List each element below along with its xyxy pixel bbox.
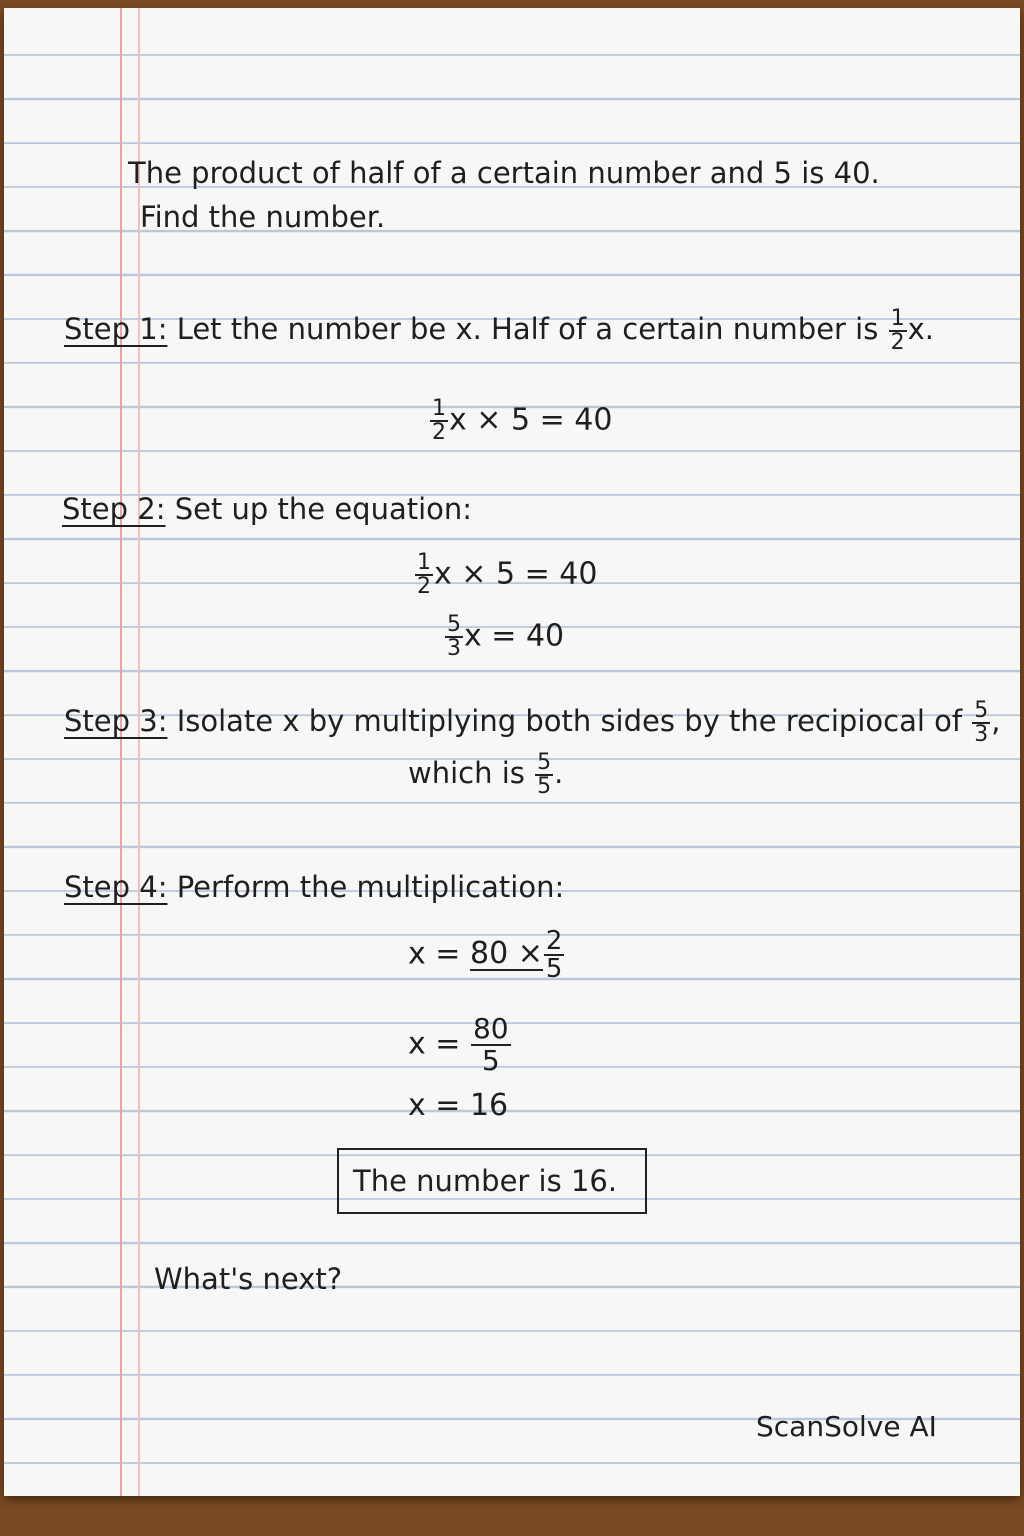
step-1 [64,308,934,354]
step-3-which-is: which is [408,756,525,790]
problem-line-2: Find the number. [140,200,386,234]
step-1-label: Step 1: [64,312,168,346]
step-1-tail: x. [907,312,934,346]
step-4-equation-2 [408,1014,512,1076]
problem-line-1: The product of half of a certain number and 5 is 40. [128,156,880,190]
step-1-equation [429,398,612,444]
step-4-label: Step 4: [64,870,168,904]
step-2-text: Set up the equation: [174,492,473,526]
fraction-denominator: 3 [447,636,461,661]
step-4 [64,870,564,904]
fraction-numerator: 1 [417,550,431,575]
step-2-equation-2 [444,614,564,660]
fraction-denominator: 5 [545,954,563,984]
step-1-text: Let the number be x. Half of a certain number is [176,312,879,346]
fraction-numerator: 2 [545,926,563,956]
equation-rest: x × 5 = 40 [434,556,598,592]
margin-line [120,8,122,1496]
fraction-denominator: 2 [432,420,446,445]
step-3-fraction [972,700,990,746]
equation-fraction [430,398,448,444]
step-3-comma: , [991,704,1001,738]
step-2-label: Step 2: [62,492,166,526]
notebook-page [4,8,1020,1496]
step-3-line-2 [408,752,563,798]
equation-fraction [544,928,565,982]
fraction-denominator: 3 [974,722,989,747]
equation-rest: x = 40 [464,618,565,654]
step-3-label: Step 3: [64,704,168,738]
equation-fraction [471,1014,511,1076]
answer-text: The number is 16. [353,1164,618,1198]
step-2 [62,492,472,526]
fraction-numerator: 5 [974,698,989,723]
step-3-text: Isolate x by multiplying both sides by the recipiocal of [176,704,963,738]
equation-lhs: x = [408,936,461,972]
fraction-numerator: 80 [472,1012,509,1045]
step-1-fraction [889,308,907,354]
whats-next-text: What's next? [154,1262,343,1296]
fraction-numerator: 5 [447,612,461,637]
fraction-numerator: 5 [537,750,552,775]
step-4-text: Perform the multiplication: [176,870,565,904]
equation-numerator: 80 × [469,936,543,971]
step-3-period: . [554,756,564,790]
equation-fraction [445,614,463,660]
fraction-denominator: 2 [890,330,905,355]
equation-rest: x × 5 = 40 [449,402,613,438]
step-2-equation-1 [414,552,597,598]
scansolve-signature: ScanSolve AI [756,1410,937,1443]
step-4-equation-1 [408,928,565,982]
step-3-reciprocal-fraction [535,752,553,798]
equation-fraction [415,552,433,598]
fraction-denominator: 5 [537,774,552,799]
equation-lhs: x = [408,1026,461,1062]
fraction-denominator: 2 [417,574,431,599]
step-3 [64,700,1001,746]
fraction-numerator: 1 [890,306,905,331]
fraction-numerator: 1 [432,396,446,421]
answer-box [337,1148,647,1214]
fraction-denominator: 5 [481,1044,500,1077]
step-4-equation-3: x = 16 [408,1088,509,1123]
